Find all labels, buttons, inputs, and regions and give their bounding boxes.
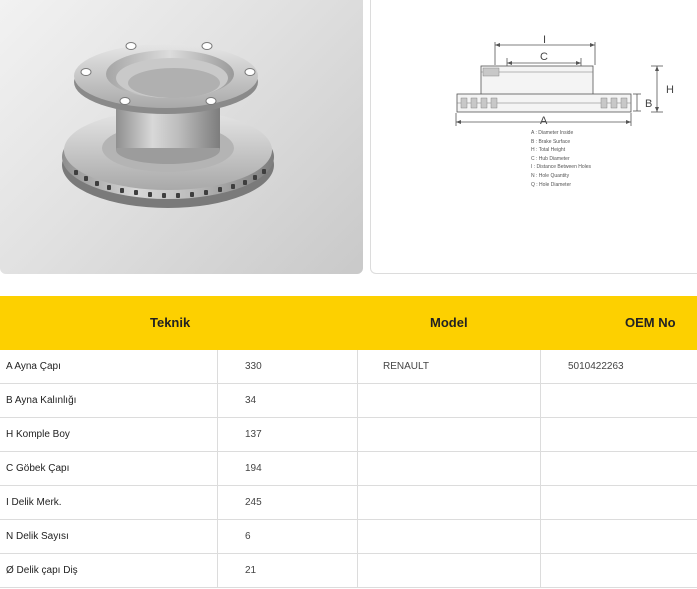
- spec-table: [0, 350, 697, 588]
- spec-model: [358, 520, 541, 554]
- dim-letter-i: I: [543, 34, 547, 46]
- dim-letter-a: A: [540, 115, 548, 127]
- spec-value: 21: [218, 554, 358, 588]
- spec-value: 194: [218, 452, 358, 486]
- spec-label: C Göbek Çapı: [0, 452, 218, 486]
- legend-item: B : Brake Surface: [531, 138, 571, 145]
- dim-letter-c: C: [540, 51, 548, 63]
- spec-value: 330: [218, 350, 358, 384]
- table-row: [0, 384, 697, 418]
- technical-diagram: [370, 0, 697, 274]
- table-row: [0, 418, 697, 452]
- legend-item: A : Diameter Inside: [531, 130, 574, 136]
- spec-model: [358, 486, 541, 520]
- header-model: Model: [430, 315, 468, 330]
- product-photo: [0, 0, 363, 274]
- spec-label: I Delik Merk.: [0, 486, 218, 520]
- legend-item: Q : Hole Diameter: [531, 181, 572, 188]
- table-row: [0, 350, 697, 384]
- dim-letter-h: H: [666, 84, 674, 96]
- spec-model: [358, 384, 541, 418]
- spec-oem: [541, 520, 697, 554]
- spec-label: N Delik Sayısı: [0, 520, 218, 554]
- brake-disc-image: [0, 0, 363, 274]
- spec-model: [358, 554, 541, 588]
- legend-item: H : Total Height: [531, 147, 566, 154]
- spec-oem: [541, 384, 697, 418]
- header-teknik: Teknik: [150, 315, 191, 330]
- spec-value: 6: [218, 520, 358, 554]
- spec-label: H Komple Boy: [0, 418, 218, 452]
- header-oem: OEM No: [625, 315, 676, 330]
- spec-value: 137: [218, 418, 358, 452]
- spec-label: B Ayna Kalınlığı: [0, 384, 218, 418]
- legend-item: C : Hub Diameter: [531, 155, 570, 162]
- dimension-legend: [531, 129, 591, 189]
- spec-oem: [541, 554, 697, 588]
- table-row: [0, 452, 697, 486]
- spec-label: Ø Delik çapı Diş: [0, 554, 218, 588]
- table-row: [0, 520, 697, 554]
- spec-model: RENAULT: [358, 350, 541, 384]
- spec-model: [358, 418, 541, 452]
- spec-value: 34: [218, 384, 358, 418]
- spec-model: [358, 452, 541, 486]
- spec-oem: [541, 486, 697, 520]
- spec-table-header: [0, 296, 697, 350]
- table-row: [0, 554, 697, 588]
- legend-item: I : Distance Between Holes: [531, 164, 592, 171]
- spec-value: 245: [218, 486, 358, 520]
- spec-label: A Ayna Çapı: [0, 350, 218, 384]
- spec-oem: [541, 452, 697, 486]
- legend-item: N : Hole Quantity: [531, 172, 570, 179]
- dim-letter-b: B: [645, 98, 653, 110]
- spec-oem: [541, 418, 697, 452]
- table-row: [0, 486, 697, 520]
- spec-oem: 5010422263: [541, 350, 697, 384]
